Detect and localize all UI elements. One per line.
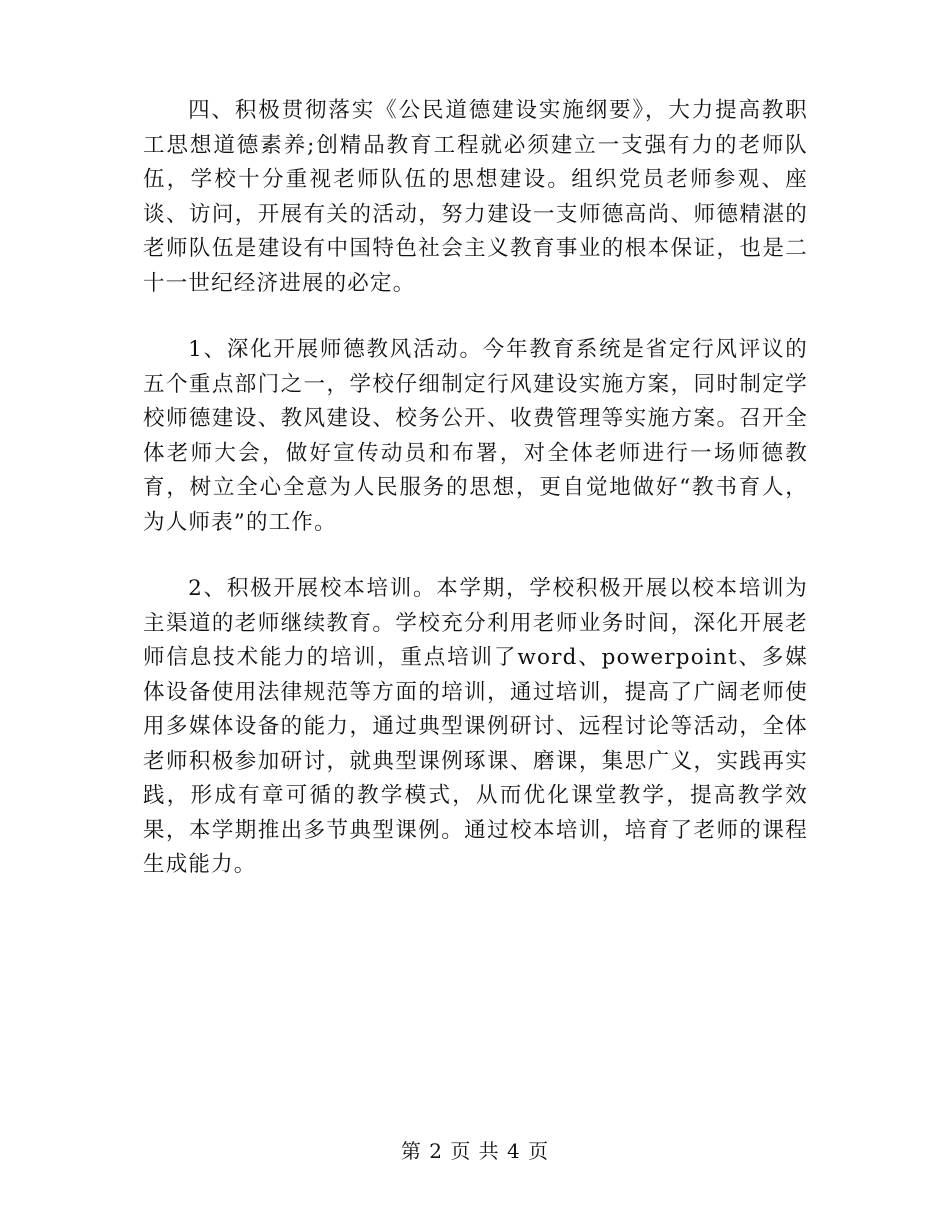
paragraph-3: 2、积极开展校本培训。本学期，学校积极开展以校本培训为主渠道的老师继续教育。学校充分利用老师业务时间，深化开展老师信息技术能力的培训，重点培训了word、powerpoint、多媒体设备使用法律规范等方面的培训，通过培训，提高了广阔老师使用多媒体设备的能力，通过典型课例研讨、远程讨论等活动，全体老师积极参加研讨，就典型课例琢课、磨课，集思广义，实践再实践，形成有章可循的教学模式，从而优化课堂教学，提高教学效果，本学期推出多节典型课例。通过校本培训，培育了老师的课程生成能力。 [143, 576, 808, 877]
paragraph-2: 1、深化开展师德教风活动。今年教育系统是省定行风评议的五个重点部门之一，学校仔细制定行风建设实施方案，同时制定学校师德建设、教风建设、校务公开、收费管理等实施方案。召开全体老师大会，做好宣传动员和布署，对全体老师进行一场师德教育，树立全心全意为人民服务的思想，更自觉地做好“教书育人，为人师表”的工作。 [143, 337, 808, 535]
paragraph-1: 四、积极贯彻落实《公民道德建设实施纲要》，大力提高教职工思想道德素养;创精品教育工程就必须建立一支强有力的老师队伍，学校十分重视老师队伍的思想建设。组织党员老师参观、座谈、访问，开展有关的活动，努力建设一支师德高尚、师德精湛的老师队伍是建设有中国特色社会主义教育事业的根本保证，也是二十一世纪经济进展的必定。 [143, 98, 808, 296]
document-body [143, 94, 808, 915]
page-number-footer: 第 2 页 共 4 页 [400, 1139, 550, 1163]
